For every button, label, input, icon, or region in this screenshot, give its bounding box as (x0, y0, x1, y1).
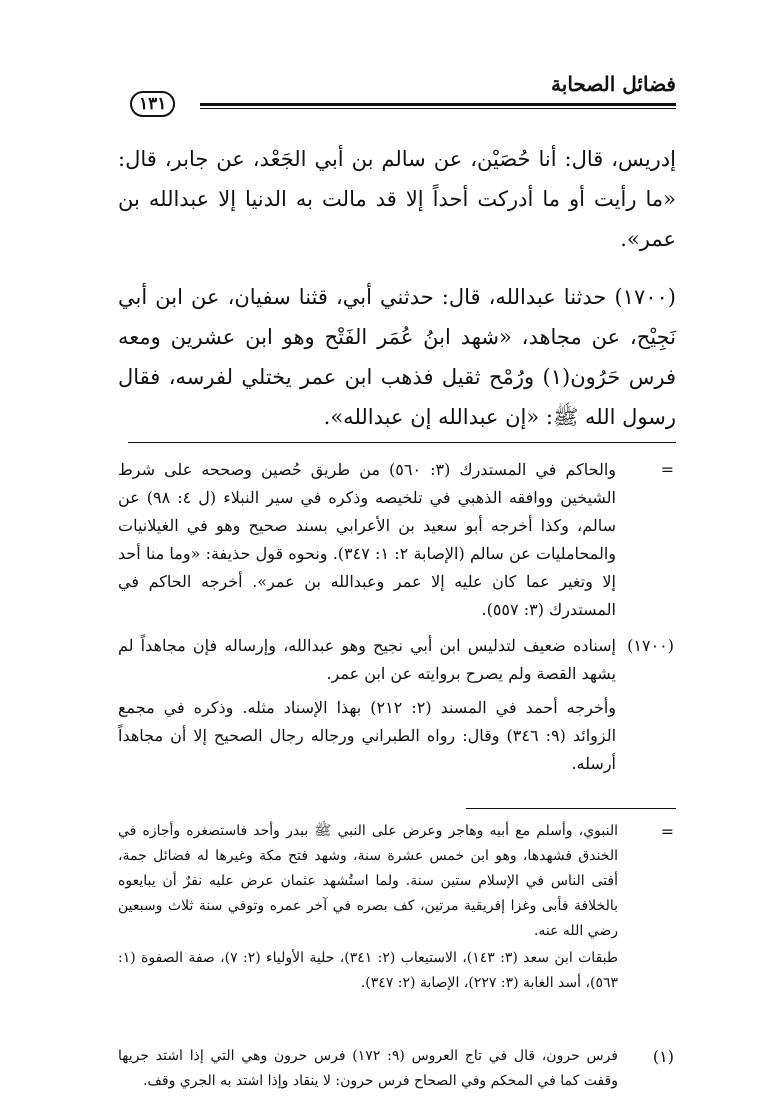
continuation-marker: = (660, 460, 674, 479)
footnote-1 (118, 1044, 674, 1094)
bio-footnote-text: النبوي، وأسلم مع أبيه وهاجر وعرض على النبي ﷺ ببدر وأحد فاستصغره وأجازه في الخندق فشهدها، وهو ابن خمس عشرة سنة، وشهد فتح مكة وغيرها له فضائل جمة، أفتى الناس في الإسلام ستين سنة. ولما استُشهد عثمان عرض عليه نفرٌ أن يبايعوه بالخلافة فأبى وغزا إفريقية مرتين، كف بصره في آخر عمره وتوفي سنة ثلاث وسبعين رضي الله عنه. (118, 823, 618, 939)
footnote-continuation (118, 456, 674, 624)
bio-sources: طبقات ابن سعد (٣: ١٤٣)، الاستيعاب (٢: ٣٤١)، حلية الأولياء (٢: ٧)، صفة الصفوة (١: ٥٦٣)، أسد الغابة (٣: ٢٢٧)، الإصابة (٢: ٣٤٧). (118, 950, 619, 991)
hadith-text-1700 (118, 277, 676, 437)
bio-continuation-marker: = (660, 822, 674, 841)
paragraph-continuation: إدريس، قال: أنا حُصَيْن، عن سالم بن أبي الجَعْد، عن جابر، قال: «ما رأيت أو ما أدركت أحداً إلا قد مالت به الدنيا إلا عبدالله بن عمر». (118, 147, 676, 251)
footnote-1700 (118, 632, 674, 778)
footnote-1-text: فرس حرون، قال في تاج العروس (٩: ١٧٢) فرس حرون وهي التي إذا اشتد جريها وقفت كما في المحكم وفي الصحاح فرس حرون: لا ينقاد وإذا اشتد به الجري وقف. (118, 1048, 618, 1089)
page-header (118, 72, 676, 112)
footnote-divider (128, 442, 676, 443)
footnote-1700-text-1: إسناده ضعيف لتدليس ابن أبي نجيح وهو عبدالله، وإرساله فإن مجاهداً لم يشهد القصة ولم يصرح بروايته عن ابن عمر. (118, 636, 617, 683)
header-rule (200, 103, 676, 106)
footnote-1700-marker: (١٧٠٠) (627, 636, 674, 655)
header-rule-thin (200, 108, 676, 109)
bio-footnote (118, 819, 674, 996)
page-number: ١٣١ (130, 91, 175, 117)
footnote-continuation-text: والحاكم في المستدرك (٣: ٥٦٠) من طريق حُصين وصححه على شرط الشيخين ووافقه الذهبي في تلخيصه وذكره في سير النبلاء (ل ٤: ٩٨) عن سالم، وكذا أخرجه أبو سعيد بن الأعرابي بسند صحيح وهو في الغيلانيات والمحامليات عن سالم (الإصابة ٢: ١: ٣٤٧). ونحوه قول حذيفة: «وما منا أحد إلا وتغير عما كان عليه إلا عمر وعبدالله بن عمر». أخرجه الحاكم في المستدرك (٣: ٥٥٧). (118, 460, 617, 619)
bio-footnote-divider (466, 808, 676, 809)
hadith-text-1 (118, 139, 676, 259)
paragraph-hadith-1700: (١٧٠٠) حدثنا عبدالله، قال: حدثني أبي، قثنا سفيان، عن ابن أبي نَجِيْح، عن مجاهد، «شهد ابنُ عُمَر الفَتْح وهو ابن عشرين ومعه فرس حَرُون(١) ورُمْح ثقيل فذهب ابن عمر يختلي لفرسه، فقال رسول الله ﷺ: «إن عبدالله إن عبدالله». (118, 285, 676, 429)
footnote-1-marker: (١) (652, 1047, 674, 1066)
running-title: فضائل الصحابة (551, 72, 676, 96)
footnote-1700-text-2: وأخرجه أحمد في المسند (٢: ٢١٢) بهذا الإسناد مثله. وذكره في مجمع الزوائد (٩: ٣٤٦) وقال: رواه الطبراني ورجاله رجال الصحيح إلا أن مجاهداً أرسله. (118, 698, 617, 773)
